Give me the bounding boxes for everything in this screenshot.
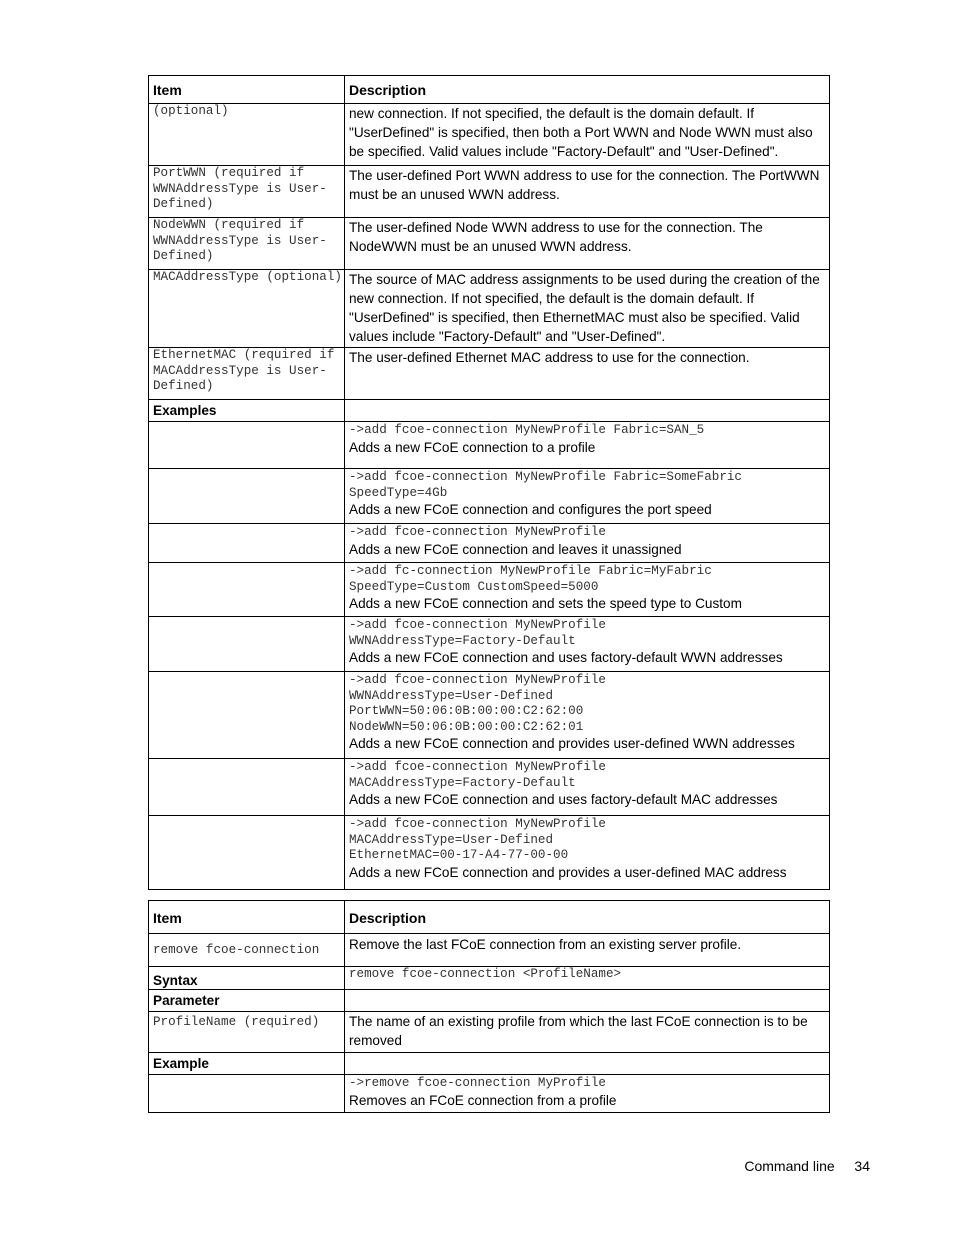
page-number: 34 [854,1158,870,1174]
empty-cell [149,1075,345,1113]
item-cell: (optional) [149,104,345,166]
empty-cell [149,422,345,469]
header-description: Description [345,76,830,104]
item-cell: PortWWN (required if WWNAddressType is User-Defined) [149,166,345,218]
example-command [349,673,829,735]
footer-section: Command line [744,1158,835,1174]
example-cell [345,617,830,672]
example-command-line: ->add fc-connection MyNewProfile Fabric=MyFabric [349,564,712,578]
example-command-line: EthernetMAC=00-17-A4-77-00-00 [349,848,569,863]
empty-cell [149,759,345,816]
table-header-row [149,901,830,934]
example-command [349,564,829,595]
example-command: ->remove fcoe-connection MyProfile [349,1076,606,1090]
example-command-line: SpeedType=4Gb [349,485,448,500]
empty-cell [345,400,830,422]
remove-fcoe-connection-table [148,900,830,1113]
header-item: Item [149,76,345,104]
table-row [149,104,830,166]
empty-cell [149,816,345,890]
example-command-line: SpeedType=Custom CustomSpeed=5000 [349,579,599,594]
example-command [349,618,829,649]
table-row [149,1012,830,1053]
example-cell [345,469,830,524]
empty-cell [149,524,345,563]
description-cell: The source of MAC address assignments to be used during the creation of the new connection. If not specified, the default is the domain default. If "UserDefined" is specified, then EthernetMAC must also be specified. Valid values include "Factory-Default" and "User-Defined". [345,270,830,348]
example-command-line: MACAddressType=Factory-Default [349,775,576,790]
item-cell: MACAddressType (optional) [149,270,345,348]
description-cell: The user-defined Ethernet MAC address to use for the connection. [345,348,830,400]
example-row [149,617,830,672]
examples-body [149,422,830,890]
syntax-row [149,967,830,990]
examples-heading-row [149,400,830,422]
example-command [349,423,829,439]
empty-cell [345,990,830,1012]
example-command-line: ->add fcoe-connection MyNewProfile [349,618,606,632]
table-row [149,270,830,348]
example-description: Adds a new FCoE connection and provides a user-defined MAC address [349,864,787,880]
example-description: Adds a new FCoE connection to a profile [349,439,596,455]
example-cell [345,672,830,759]
example-command-line: PortWWN=50:06:0B:00:00:C2:62:00 [349,704,584,719]
example-description: Adds a new FCoE connection and uses factory-default WWN addresses [349,650,783,666]
example-cell [345,1075,830,1113]
example-command-line: ->add fcoe-connection MyNewProfile [349,673,606,687]
empty-cell [149,469,345,524]
example-row [149,1075,830,1113]
parameter-label: Parameter [149,990,345,1012]
empty-cell [149,617,345,672]
table-header-row [149,76,830,104]
example-command-line: WWNAddressType=Factory-Default [349,633,576,648]
example-row [149,816,830,890]
header-item: Item [149,901,345,934]
empty-cell [149,563,345,617]
example-command-line: ->add fcoe-connection MyNewProfile Fabric=SAN_5 [349,423,705,437]
example-description: Adds a new FCoE connection and sets the speed type to Custom [349,596,742,612]
empty-cell [345,1053,830,1075]
table-row [149,934,830,967]
description-cell: The user-defined Port WWN address to use for the connection. The PortWWN must be an unused WWN address. [345,166,830,218]
example-description: Removes an FCoE connection from a profile [349,1092,617,1108]
example-command [349,525,829,541]
example-cell [345,524,830,563]
syntax-cell: remove fcoe-connection <ProfileName> [345,967,830,990]
example-command [349,760,829,791]
fcoe-parameters-table [148,75,830,890]
example-row [149,563,830,617]
example-row [149,759,830,816]
empty-cell [149,672,345,759]
example-row [149,469,830,524]
item-cell: NodeWWN (required if WWNAddressType is User-Defined) [149,218,345,270]
item-cell: EthernetMAC (required if MACAddressType is User-Defined) [149,348,345,400]
example-command-line: WWNAddressType=User-Defined [349,688,554,703]
command-cell: remove fcoe-connection [149,934,345,967]
example-description: Adds a new FCoE connection and leaves it unassigned [349,541,682,557]
param-item-cell: ProfileName (required) [149,1012,345,1053]
example-cell [345,422,830,469]
param-description-cell: The name of an existing profile from which the last FCoE connection is to be removed [345,1012,830,1053]
example-cell [345,759,830,816]
example-command [349,817,829,864]
example-cell [345,816,830,890]
table-row [149,166,830,218]
example-command-line: ->add fcoe-connection MyNewProfile [349,525,606,539]
example-row [149,524,830,563]
table-row [149,218,830,270]
page-footer [744,1158,870,1174]
command-description-cell: Remove the last FCoE connection from an existing server profile. [345,934,830,967]
example-command-line: MACAddressType=User-Defined [349,832,554,847]
parameter-heading-row [149,990,830,1012]
example-command-line: NodeWWN=50:06:0B:00:00:C2:62:01 [349,719,584,734]
example-label: Example [149,1053,345,1075]
table-row [149,348,830,400]
example-row [149,672,830,759]
description-cell: new connection. If not specified, the default is the domain default. If "UserDefined" is specified, then both a Port WWN and Node WWN must also be specified. Valid values include "Factory-Default" and "User-Defined". [345,104,830,166]
description-cell: The user-defined Node WWN address to use for the connection. The NodeWWN must be an unused WWN address. [345,218,830,270]
header-description: Description [345,901,830,934]
example-command-line: ->add fcoe-connection MyNewProfile Fabric=SomeFabric [349,470,742,484]
example-description: Adds a new FCoE connection and provides user-defined WWN addresses [349,736,795,752]
example-heading-row [149,1053,830,1075]
examples-label: Examples [149,400,345,422]
example-row [149,422,830,469]
example-description: Adds a new FCoE connection and uses factory-default MAC addresses [349,792,778,808]
example-command-line: ->add fcoe-connection MyNewProfile [349,817,606,831]
example-cell [345,563,830,617]
example-command-line: ->add fcoe-connection MyNewProfile [349,760,606,774]
example-description: Adds a new FCoE connection and configures the port speed [349,502,712,518]
syntax-label: Syntax [149,967,345,990]
example-command [349,470,829,501]
